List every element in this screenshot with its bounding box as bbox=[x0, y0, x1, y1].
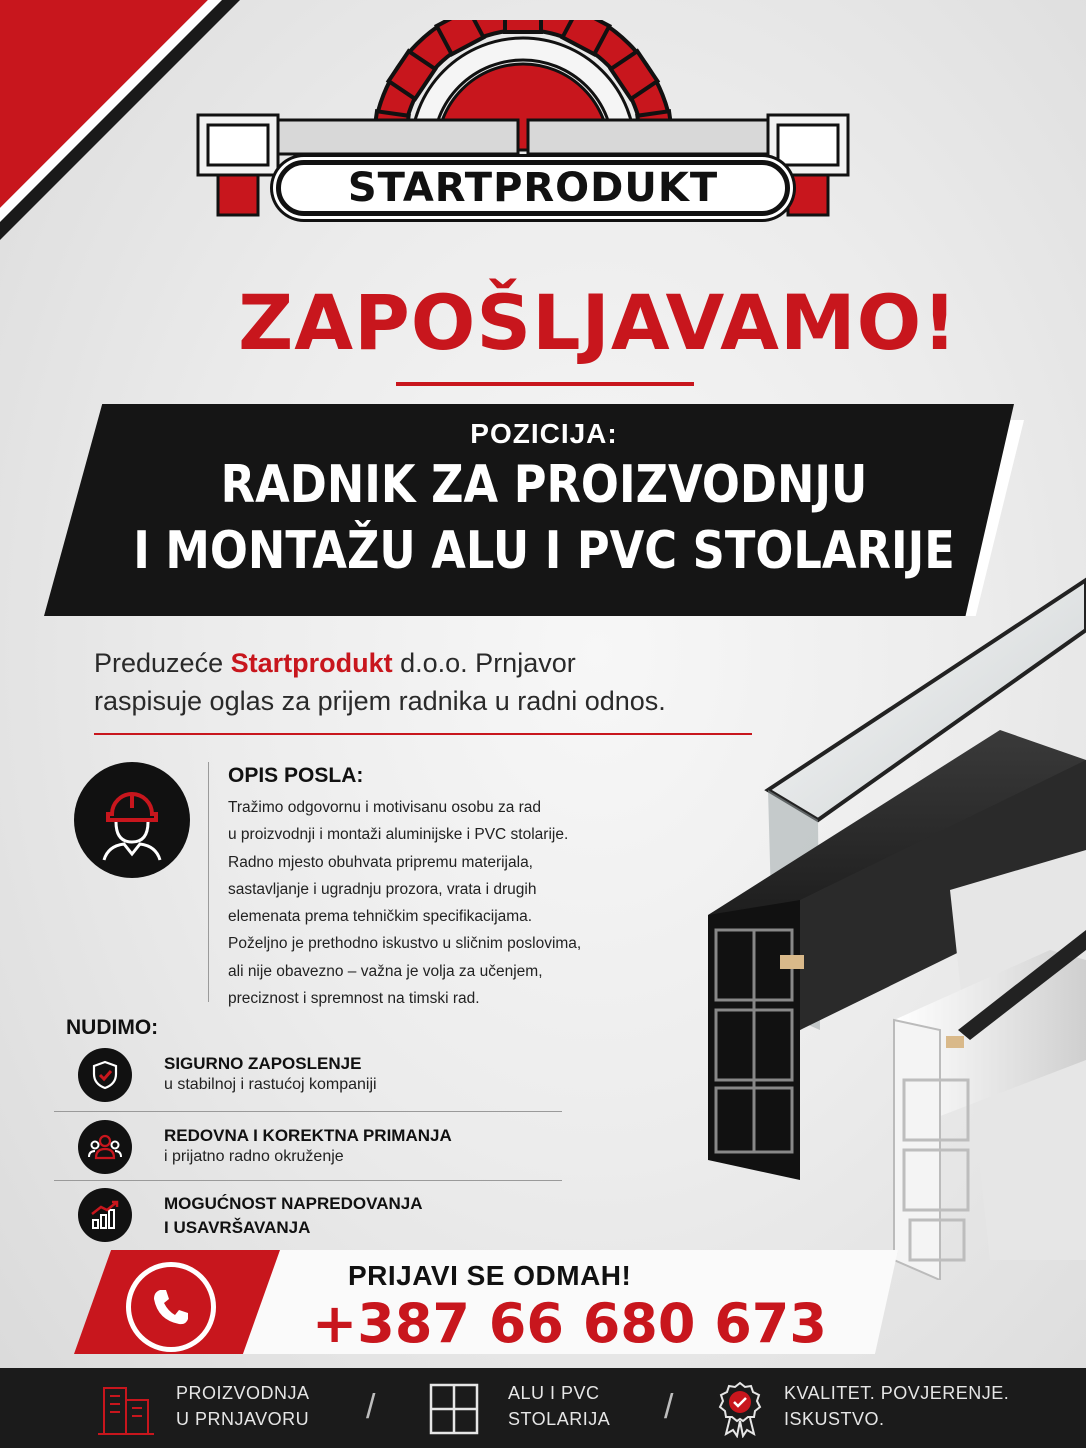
intro-suffix: d.o.o. Prnjavor bbox=[400, 648, 576, 678]
description-line: Radno mjesto obuhvata pripremu materijala, bbox=[228, 853, 533, 871]
logo-plate bbox=[276, 160, 790, 216]
offer-item bbox=[76, 1184, 576, 1250]
headline: ZAPOŠLJAVAMO! bbox=[238, 278, 958, 367]
offer-title bbox=[164, 1192, 422, 1240]
offer-item bbox=[76, 1044, 576, 1110]
description-line: elemenata prema tehničkim specifikacijama. bbox=[228, 908, 533, 926]
description-line: preciznost i spremnost na timski rad. bbox=[228, 990, 480, 1008]
description-title: OPIS POSLA: bbox=[228, 764, 364, 787]
headline-underline bbox=[396, 382, 694, 386]
offer-item bbox=[76, 1116, 576, 1182]
logo-text: STARTPRODUKT bbox=[347, 165, 719, 211]
footer-item bbox=[508, 1380, 610, 1432]
description-line: ali nije obavezno – važna je volja za učenjem, bbox=[228, 962, 543, 980]
offers-title: NUDIMO: bbox=[66, 1016, 159, 1039]
footer-separator: / bbox=[366, 1388, 376, 1426]
worker-helmet-icon bbox=[74, 762, 190, 878]
team-icon bbox=[78, 1120, 132, 1174]
footer-separator: / bbox=[664, 1388, 674, 1426]
footer-item-line2: U PRNJAVORU bbox=[176, 1409, 310, 1429]
footer-item-line1: PROIZVODNJA bbox=[176, 1383, 310, 1403]
cta-phone-number[interactable]: +387 66 680 673 bbox=[312, 1292, 827, 1355]
footer-item bbox=[176, 1380, 310, 1432]
growth-chart-icon bbox=[78, 1188, 132, 1242]
window-profile-illustration bbox=[690, 560, 1086, 1280]
description-line: Poželjno je prethodno iskustvo u sličnim poslovima, bbox=[228, 935, 582, 953]
offer-subtitle: u stabilnoj i rastućoj kompaniji bbox=[164, 1076, 377, 1093]
offer-title: REDOVNA I KOREKTNA PRIMANJA bbox=[164, 1126, 452, 1145]
intro-line2: raspisuje oglas za prijem radnika u radni odnos. bbox=[94, 686, 666, 716]
offer-title-line2: I USAVRŠAVANJA bbox=[164, 1218, 311, 1237]
quality-badge-icon bbox=[716, 1380, 764, 1438]
intro-brand: Startprodukt bbox=[230, 648, 393, 678]
position-title-line2: I MONTAŽU ALU I PVC STOLARIJE bbox=[133, 521, 955, 581]
description-divider bbox=[208, 762, 209, 1002]
description-line: u proizvodnji i montaži aluminijske i PVC stolarije. bbox=[228, 826, 569, 844]
offer-title-line1: MOGUĆNOST NAPREDOVANJA bbox=[164, 1194, 423, 1213]
description-line: sastavljanje i ugradnju prozora, vrata i drugih bbox=[228, 880, 537, 898]
position-title-line1: RADNIK ZA PROIZVODNJU bbox=[220, 455, 868, 515]
offer-title: SIGURNO ZAPOSLENJE bbox=[164, 1054, 362, 1073]
description-body bbox=[228, 794, 668, 1012]
intro-prefix: Preduzeće bbox=[94, 648, 224, 678]
phone-icon[interactable] bbox=[126, 1262, 216, 1352]
footer-item-line2: STOLARIJA bbox=[508, 1409, 611, 1429]
footer-item-line2: ISKUSTVO. bbox=[784, 1409, 885, 1429]
footer-item-line1: KVALITET. POVJERENJE. bbox=[784, 1383, 1010, 1403]
cta-label: PRIJAVI SE ODMAH! bbox=[348, 1260, 632, 1291]
intro-divider bbox=[94, 733, 752, 735]
worker-avatar bbox=[74, 762, 190, 878]
footer-item bbox=[784, 1380, 1009, 1432]
offer-divider bbox=[54, 1111, 562, 1112]
description-line: Tražimo odgovornu i motivisanu osobu za rad bbox=[228, 799, 542, 816]
factory-building-icon bbox=[96, 1382, 156, 1438]
offer-subtitle: i prijatno radno okruženje bbox=[164, 1148, 344, 1165]
footer-item-line1: ALU I PVC bbox=[508, 1383, 600, 1403]
offer-divider bbox=[54, 1180, 562, 1181]
shield-check-icon bbox=[78, 1048, 132, 1102]
position-label: POZICIJA: bbox=[470, 418, 618, 449]
window-frame-icon bbox=[428, 1382, 480, 1436]
